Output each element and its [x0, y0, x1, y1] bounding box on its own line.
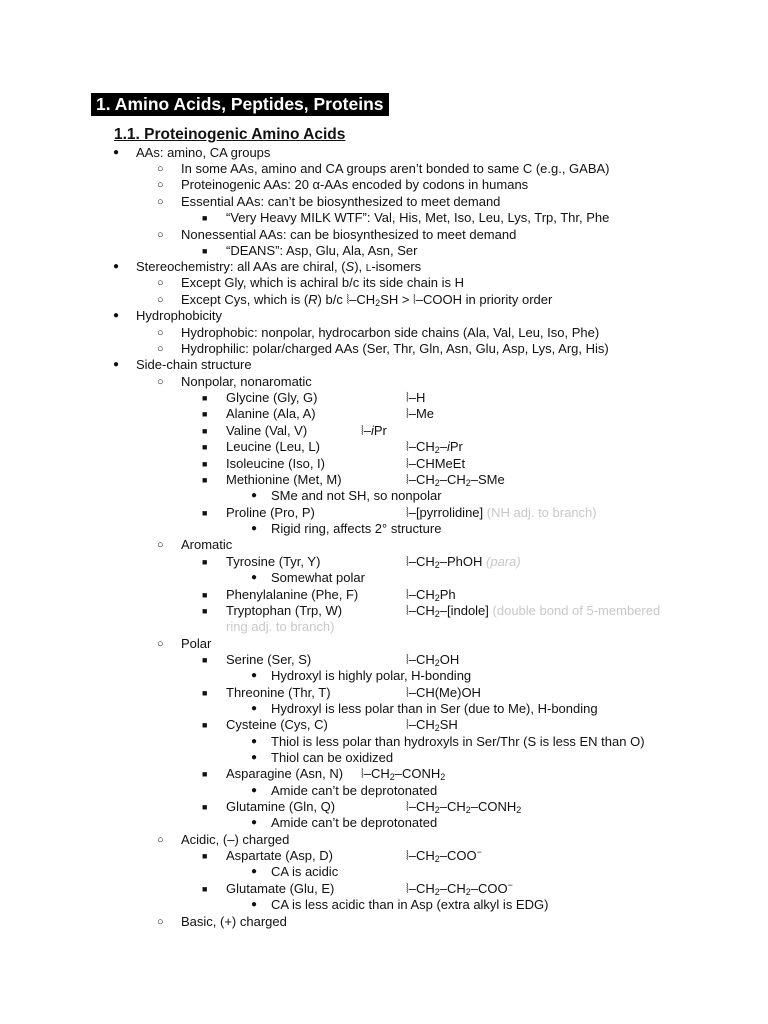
bullet: ■ — [202, 246, 208, 256]
bullet: ○ — [157, 539, 164, 551]
bullet: ■ — [202, 393, 208, 403]
list-item: ■ Glycine (Gly, G) ⦚–H — [202, 390, 426, 405]
list-item: ■ Tyrosine (Tyr, Y) $⦚-CH_2$–PhOH (para) — [202, 554, 521, 570]
list-item: ■ Glutamine (Gln, Q) $⦚-CH_2-CH_2-CONH_2$ — [202, 799, 522, 815]
heading-2: 1.1. Proteinogenic Amino Acids — [114, 126, 346, 143]
bullet: ● — [251, 785, 258, 796]
side-chain: $⦚-CH_2OH$ — [406, 652, 460, 668]
bullet: ■ — [202, 475, 208, 485]
bullet: ● — [251, 736, 258, 747]
list-item: ● Thiol can be oxidized — [251, 750, 394, 765]
bullet: ○ — [157, 916, 164, 928]
bullet: ○ — [157, 343, 164, 355]
list-item: ■ “Very Heavy MILK WTF”: Val, His, Met, Iso, Leu, Lys, Trp, Thr, Phe — [202, 210, 610, 225]
list-item: ○ Nonessential AAs: can be biosynthesized to meet demand — [157, 227, 517, 242]
side-chain: $⦚-CH_2-CH_2$–SMe — [406, 472, 505, 488]
side-chain: ⦚–Me — [406, 406, 435, 421]
list-item: ○ Proteinogenic AAs: 20 α-AAs encoded by codons in humans — [157, 177, 529, 192]
side-chain: $⦚-CH_2SH$ — [406, 717, 458, 733]
bullet: ● — [251, 670, 258, 681]
side-chain: $⦚-CH_2Ph$ — [406, 587, 456, 603]
list-item: ● Thiol is less polar than hydroxyls in Ser/Thr (S is less EN than O) — [251, 734, 645, 749]
bullet: ■ — [202, 720, 208, 730]
list-item: ■ Proline (Pro, P) ⦚–[pyrrolidine] (NH adj. to branch) — [202, 505, 597, 520]
bullet: ● — [113, 261, 120, 272]
list-item: ■ Valine (Val, V) ⦚–iPr — [202, 423, 387, 438]
side-chain: ⦚–CH(Me)OH — [406, 685, 481, 700]
list-item: ■ Isoleucine (Iso, I) ⦚–CHMeEt — [202, 456, 466, 471]
list-item: ● CA is acidic — [251, 864, 339, 879]
bullet: ○ — [157, 163, 164, 175]
list-item: ● Hydrophobicity — [113, 308, 222, 323]
list-item: ○ Acidic, (–) charged — [157, 832, 290, 847]
bullet: ■ — [202, 442, 208, 452]
bullet: ● — [113, 310, 120, 321]
continuation-text: ring adj. to branch) — [226, 619, 335, 634]
side-chain: $⦚-CH_2-CH_2-COO^-$ — [406, 880, 513, 897]
bullet: ● — [251, 490, 258, 501]
list-item: ○ Polar — [157, 636, 212, 651]
list-item: ○ Hydrophobic: nonpolar, hydrocarbon side chains (Ala, Val, Leu, Iso, Phe) — [157, 325, 600, 340]
bullet: ● — [113, 147, 120, 158]
bullet: ○ — [157, 834, 164, 846]
list-item: ○ In some AAs, amino and CA groups aren’t bonded to same C (e.g., GABA) — [157, 161, 610, 176]
bullet: ■ — [202, 655, 208, 665]
bullet: ● — [251, 523, 258, 534]
bullet: ■ — [202, 508, 208, 518]
bullet: ■ — [202, 590, 208, 600]
list-item: ■ Phenylalanine (Phe, F) $⦚-CH_2Ph$ — [202, 587, 456, 603]
list-item: ○ Basic, (+) charged — [157, 914, 287, 929]
list-item: ● Side-chain structure — [113, 357, 252, 372]
heading-1: 1. Amino Acids, Peptides, Proteins — [91, 93, 389, 116]
list-item: ● Amide can’t be deprotonated — [251, 815, 438, 830]
list-item: ■ Methionine (Met, M) $⦚-CH_2-CH_2$–SMe — [202, 472, 505, 488]
bullet: ● — [251, 703, 258, 714]
bullet: ○ — [157, 638, 164, 650]
bullet: ■ — [202, 557, 208, 567]
list-item: ■ Cysteine (Cys, C) $⦚-CH_2SH$ — [202, 717, 458, 733]
bullet: ■ — [202, 213, 208, 223]
list-item: ● CA is less acidic than in Asp (extra alkyl is EDG) — [251, 897, 549, 912]
side-chain: $⦚-CH_2$–PhOH (para) — [406, 554, 521, 570]
list-item: ■ Alanine (Ala, A) ⦚–Me — [202, 406, 435, 421]
list-item: ■ Aspartate (Asp, D) $⦚-CH_2-COO^-$ — [202, 847, 482, 864]
bullet: ○ — [157, 327, 164, 339]
list-item: ○ Essential AAs: can’t be biosynthesized to meet demand — [157, 194, 501, 209]
side-chain: $⦚-CH_2-COO^-$ — [406, 847, 482, 864]
list-item: ■ Tryptophan (Trp, W) $⦚-CH_2-[indole]$ (double bond of 5-membered — [202, 603, 661, 619]
bullet: ○ — [157, 179, 164, 191]
list-item: ■ Asparagine (Asn, N) $⦚-CH_2-CONH_2$ — [202, 766, 446, 782]
bullet: ■ — [202, 802, 208, 812]
bullet: ○ — [157, 196, 164, 208]
side-chain: $⦚-CH_2-CONH_2$ — [361, 766, 446, 782]
list-item: ● Hydroxyl is highly polar, H-bonding — [251, 668, 472, 683]
list-item: ● AAs: amino, CA groups — [113, 145, 271, 160]
bullet: ○ — [157, 229, 164, 241]
list-item: ○ Except Cys, which is (R) b/c $⦚-CH_2SH$ > ⦚–COOH in priority order — [157, 292, 553, 308]
bullet: ■ — [202, 884, 208, 894]
bullet: ● — [251, 817, 258, 828]
bullet: ■ — [202, 851, 208, 861]
list-item: ● Stereochemistry: all AAs are chiral, (S), L-isomers — [113, 259, 422, 274]
list-item: ■ Threonine (Thr, T) ⦚–CH(Me)OH — [202, 685, 481, 700]
list-item: ● Hydroxyl is less polar than in Ser (due to Me), H-bonding — [251, 701, 598, 716]
list-item: ○ Hydrophilic: polar/charged AAs (Ser, Thr, Gln, Asn, Glu, Asp, Lys, Arg, His) — [157, 341, 609, 356]
list-item: ○ Nonpolar, nonaromatic — [157, 374, 312, 389]
list-item: ○ Except Gly, which is achiral b/c its side chain is H — [157, 275, 464, 290]
side-chain: ⦚–H — [406, 390, 426, 405]
bullet: ■ — [202, 769, 208, 779]
list-item: ○ Aromatic — [157, 537, 233, 552]
list-item: ■ “DEANS”: Asp, Glu, Ala, Asn, Ser — [202, 243, 418, 258]
bullet: ■ — [202, 409, 208, 419]
bullet: ● — [251, 572, 258, 583]
bullet: ○ — [157, 376, 164, 388]
list-item: ● Rigid ring, affects 2° structure — [251, 521, 442, 536]
side-chain: $⦚-CH_2-[indole]$ (double bond of 5-membered — [406, 603, 661, 619]
bullet: ● — [251, 752, 258, 763]
side-chain: ⦚–[pyrrolidine] (NH adj. to branch) — [406, 505, 597, 520]
bullet: ○ — [157, 277, 164, 289]
list-item: ● SMe and not SH, so nonpolar — [251, 488, 442, 503]
list-item: ■ Leucine (Leu, L) $⦚-CH_2$–iPr — [202, 439, 463, 455]
bullet: ■ — [202, 459, 208, 469]
bullet: ■ — [202, 426, 208, 436]
list-item: ● Somewhat polar — [251, 570, 365, 585]
bullet: ● — [251, 899, 258, 910]
list-item: ■ Serine (Ser, S) $⦚-CH_2OH$ — [202, 652, 460, 668]
side-chain: ⦚–iPr — [361, 423, 387, 438]
bullet: ○ — [157, 294, 164, 306]
bullet: ● — [113, 359, 120, 370]
list-item: ■ Glutamate (Glu, E) $⦚-CH_2-CH_2-COO^-$ — [202, 880, 513, 897]
side-chain: ⦚–CHMeEt — [406, 456, 466, 471]
bullet: ● — [251, 866, 258, 877]
list-item: ● Amide can’t be deprotonated — [251, 783, 438, 798]
side-chain: $⦚-CH_2-CH_2-CONH_2$ — [406, 799, 522, 815]
bullet: ■ — [202, 688, 208, 698]
side-chain: $⦚-CH_2$–iPr — [406, 439, 463, 455]
bullet: ■ — [202, 606, 208, 616]
